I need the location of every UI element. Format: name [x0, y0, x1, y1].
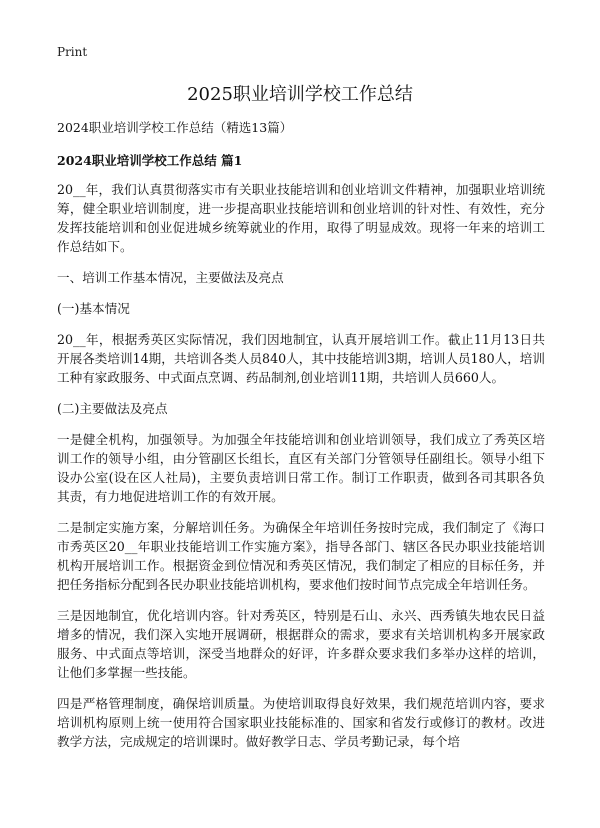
- section-heading: 2024职业培训学校工作总结 篇1: [57, 153, 243, 168]
- paragraph-intro: 20__年，我们认真贯彻落实市有关职业技能培训和创业培训文件精神，加强职业培训统筹，健全职业培训制度，进一步提高职业技能培训和创业培训的针对性、有效性，充分发挥技能培训和创业促进城乡统筹就业的作用，取得了明显成效。现将一年来的培训工作总结如下。: [57, 182, 545, 254]
- paragraph-practice-1: 一是健全机构，加强领导。为加强全年技能培训和创业培训领导，我们成立了秀英区培训工作的领导小组，由分管副区长组长，直区有关部门分管领导任副组长。领导小组下设办公室(设在区人社局)，主要负责培训日常工作。制订工作职责，做到各司其职各负其责，有力地促进培训工作的有效开展。: [57, 432, 545, 504]
- paragraph-practice-2: 二是制定实施方案，分解培训任务。为确保全年培训任务按时完成，我们制定了《海口市秀英区20__年职业技能培训工作实施方案》，指导各部门、辖区各民办职业技能培训机构开展培训工作。根据资金到位情况和秀英区情况，我们制定了相应的目标任务，并把任务指标分配到各民办职业技能培训机构，要求他们按时间节点完成全年培训任务。: [57, 520, 545, 592]
- heading-basic-overview: 一、培训工作基本情况，主要做法及亮点: [57, 270, 284, 285]
- paragraph-practice-4: 四是严格管理制度，确保培训质量。为使培训取得良好效果，我们规范培训内容，要求培训机构原则上统一使用符合国家职业技能标准的、国家和省发行或修订的教材。改进教学方法，完成规定的培训课时。做好教学日志、学员考勤记录，每个培: [57, 696, 545, 749]
- heading-basic-situation: (一)基本情况: [57, 301, 130, 316]
- paragraph-practice-3: 三是因地制宜，优化培训内容。针对秀英区，特别是石山、永兴、西秀镇失地农民日益增多的情况，我们深入实地开展调研，根据群众的需求，要求有关培训机构多开展家政服务、中式面点等培训，深受当地群众的好评，许多群众要求我们多举办这样的培训，让他们多掌握一些技能。: [57, 608, 545, 680]
- document-subtitle: 2024职业培训学校工作总结（精选13篇）: [57, 120, 293, 135]
- paragraph-basic-situation: 20__年，根据秀英区实际情况，我们因地制宜，认真开展培训工作。截止11月13日共开展各类培训14期，共培训各类人员840人，其中技能培训3期，培训人员180人，培训工种有家政服务、中式面点烹调、药品制剂,创业培训11期，共培训人员660人。: [57, 332, 545, 385]
- document-body: [57, 119, 545, 763]
- document-title: 2025职业培训学校工作总结: [187, 84, 413, 105]
- print-link[interactable]: Print: [57, 45, 88, 59]
- heading-main-practices: (二)主要做法及亮点: [57, 401, 168, 416]
